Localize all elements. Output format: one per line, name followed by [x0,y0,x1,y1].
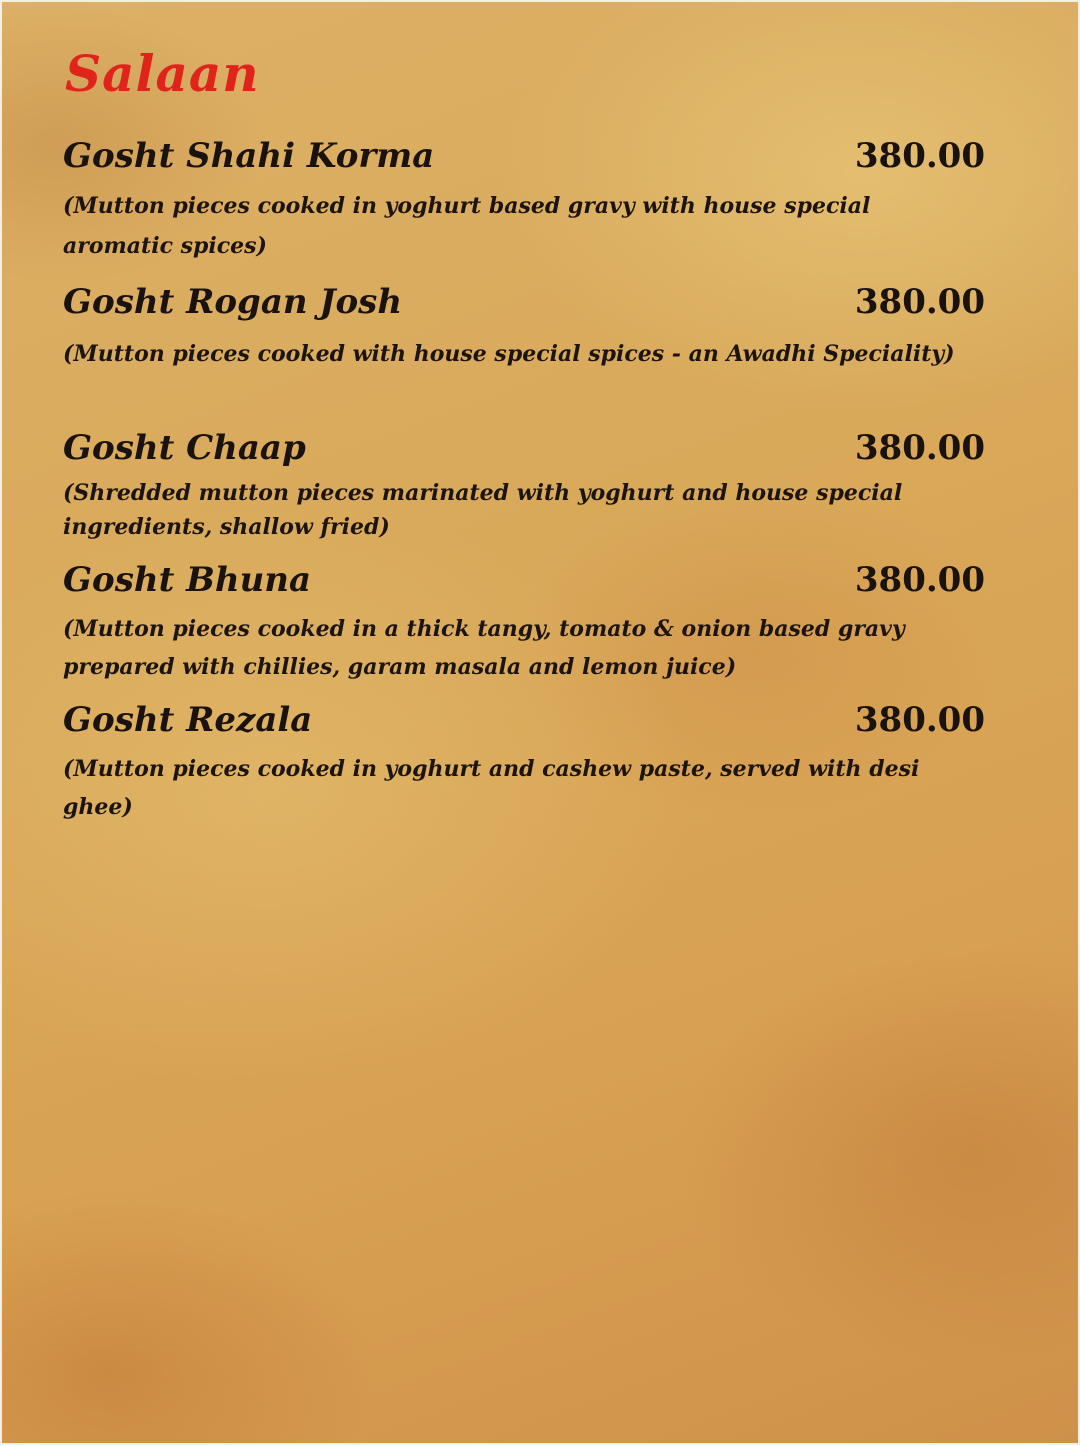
menu-item-price: 380.00 [854,136,985,176]
menu-item-header [63,696,985,744]
menu-item-name: Gosht Rezala [63,700,313,740]
menu-item-description: (Mutton pieces cooked in yoghurt based gravy with house special aromatic spices) [63,193,871,259]
menu-item-description: (Mutton pieces cooked in a thick tangy, tomato & onion based gravy prepared with chillies, garam masala and lemon juice) [63,616,905,680]
menu-item-name: Gosht Chaap [63,428,306,468]
menu-item [63,278,985,414]
menu-item-header [63,278,985,326]
menu-item-header [63,556,985,604]
menu-item [63,556,985,686]
menu-item [63,424,985,544]
menu-item-price: 380.00 [854,560,985,600]
menu-page [63,38,985,826]
section-title: Salaan [65,44,260,103]
menu-item-price: 380.00 [854,700,985,740]
menu-item-price: 380.00 [854,282,985,322]
menu-item-description: (Mutton pieces cooked in yoghurt and cashew paste, served with desi ghee) [63,756,920,820]
menu-item-price: 380.00 [854,428,985,468]
menu-item-name: Gosht Shahi Korma [63,136,435,176]
menu-item-name: Gosht Bhuna [63,560,312,600]
menu-item-description: (Shredded mutton pieces marinated with yoghurt and house special ingredients, shallow fried) [63,480,903,540]
menu-item-header [63,132,985,180]
menu-item-header [63,424,985,472]
menu-item [63,696,985,826]
menu-item-description: (Mutton pieces cooked with house special spices - an Awadhi Speciality) [63,341,955,367]
menu-item [63,132,985,266]
menu-item-name: Gosht Rogan Josh [63,282,403,322]
